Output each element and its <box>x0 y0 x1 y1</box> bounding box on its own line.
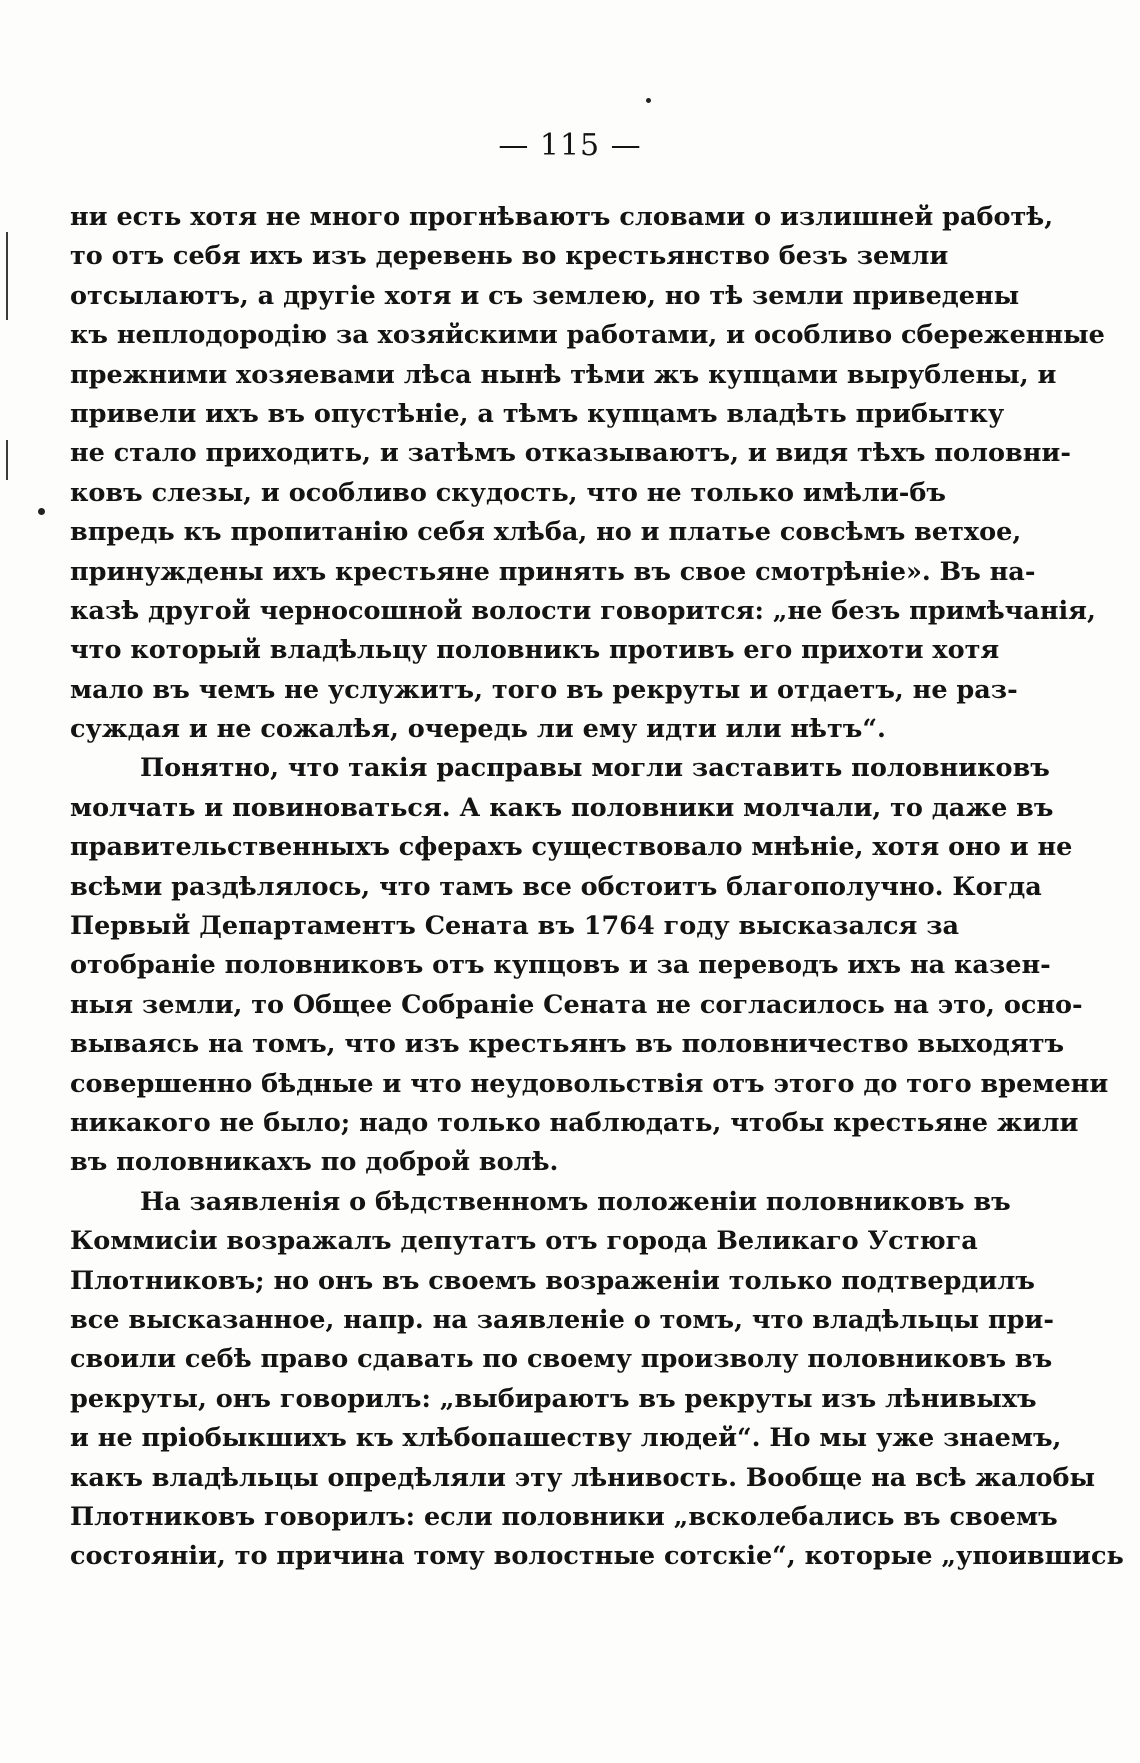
text-line: Плотниковъ говорилъ: если половники „всколебались въ своемъ <box>70 1501 1058 1532</box>
text-line: въ половникахъ по доброй волѣ. <box>70 1147 559 1178</box>
text-line: что который владѣльцу половникъ противъ его прихоти хотя <box>70 635 1000 666</box>
text-line: молчать и повиноваться. А какъ половники молчали, то даже въ <box>70 792 1054 823</box>
text-line: состояніи, то причина тому волостные сотскіе“, которые „упоившись <box>70 1541 1124 1572</box>
paragraph <box>70 1183 1124 1577</box>
text-line: правительственныхъ сферахъ существовало мнѣніе, хотя оно и не <box>70 832 1073 863</box>
text-line: суждая и не сожалѣя, очередь ли ему идти или нѣтъ“. <box>70 714 886 745</box>
margin-mark-2 <box>6 440 8 480</box>
text-line: привели ихъ въ опустѣніе, а тѣмъ купцамъ владѣть прибытку <box>70 398 1005 429</box>
text-line: и не пріобыкшихъ къ хлѣбопашеству людей“. Но мы уже знаемъ, <box>70 1423 1062 1454</box>
text-line: всѣми раздѣлялось, что тамъ все обстоитъ благополучно. Когда <box>70 871 1042 902</box>
text-line: мало въ чемъ не услужитъ, того въ рекруты и отдаетъ, не раз- <box>70 674 1018 705</box>
body-text <box>70 198 1124 1577</box>
text-line: прежними хозяевами лѣса нынѣ тѣми жъ купцами вырублены, и <box>70 359 1057 390</box>
text-line: Плотниковъ; но онъ въ своемъ возраженіи только подтвердилъ <box>70 1265 1035 1296</box>
text-line: Коммисіи возражалъ депутатъ отъ города Великаго Устюга <box>70 1226 978 1257</box>
text-line: впредь къ пропитанію себя хлѣба, но и платье совсѣмъ ветхое, <box>70 517 1022 548</box>
text-line: Понятно, что такія расправы могли заставить половниковъ <box>140 753 1050 784</box>
ink-dot-left <box>38 508 45 515</box>
paragraph <box>70 749 1109 1182</box>
text-line: то отъ себя ихъ изъ деревень во крестьянство безъ земли <box>70 241 949 272</box>
text-line: На заявленія о бѣдственномъ положеніи половниковъ въ <box>140 1186 1011 1217</box>
text-line: ныя земли, то Общее Собраніе Сената не согласилось на это, осно- <box>70 989 1083 1020</box>
text-line: ни есть хотя не много прогнѣваютъ словами о излишней работѣ, <box>70 202 1054 232</box>
text-line: отобраніе половниковъ отъ купцовъ и за переводъ ихъ на казен- <box>70 950 1051 981</box>
text-line: къ неплодородію за хозяйскими работами, и особливо сбереженные <box>70 320 1105 351</box>
paragraph <box>70 198 1105 749</box>
margin-mark-1 <box>6 232 8 320</box>
page-number: — 115 — <box>498 128 642 163</box>
text-line: своили себѣ право сдавать по своему произволу половниковъ въ <box>70 1344 1053 1375</box>
text-line: все высказанное, напр. на заявленіе о томъ, что владѣльцы при- <box>70 1304 1054 1335</box>
text-line: ковъ слезы, и особливо скудость, что не только имѣли-бъ <box>70 477 946 508</box>
text-line: рекруты, онъ говорилъ: „выбираютъ въ рекруты изъ лѣнивыхъ <box>70 1383 1037 1414</box>
text-line: никакого не было; надо только наблюдать, чтобы крестьяне жили <box>70 1107 1079 1138</box>
text-line: вываясь на томъ, что изъ крестьянъ въ половничество выходятъ <box>70 1029 1065 1060</box>
ink-dot-top <box>646 98 651 103</box>
text-line: отсылаютъ, а другіе хотя и съ землею, но тѣ земли приведены <box>70 280 1020 311</box>
text-line: Первый Департаментъ Сената въ 1764 году высказался за <box>70 911 960 942</box>
text-line: принуждены ихъ крестьяне принять въ свое смотрѣніе». Въ на- <box>70 556 1036 587</box>
text-line: не стало приходить, и затѣмъ отказываютъ, и видя тѣхъ половни- <box>70 438 1071 469</box>
text-line: казѣ другой черносошной волости говорится: „не безъ примѣчанія, <box>70 595 1096 626</box>
text-line: совершенно бѣдные и что неудовольствія отъ этого до того времени <box>70 1068 1109 1099</box>
text-line: какъ владѣльцы опредѣляли эту лѣнивость. Вообще на всѣ жалобы <box>70 1462 1096 1493</box>
